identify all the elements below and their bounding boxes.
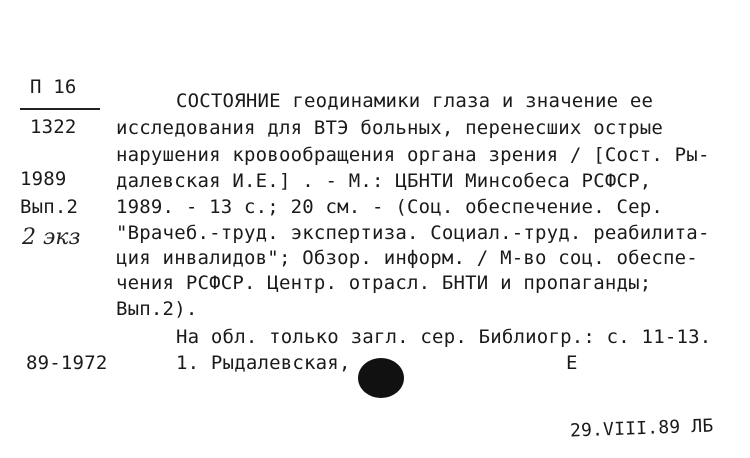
handwritten-copies-note: 2 экз: [22, 225, 81, 250]
trailing-letter: Е: [566, 352, 578, 374]
note-line: На обл. только загл. сер. Библиогр.: с. 11-13.: [176, 326, 712, 348]
entry-line-6: "Врачеб.-труд. экспертиза. Социал.-труд. реабилита-: [116, 222, 710, 244]
tracing-line: 1. Рыдалевская,: [176, 352, 351, 374]
call-number: П 16: [30, 76, 77, 98]
year-left: 1989: [20, 168, 67, 190]
entry-line-3: нарушения кровообращения органа зрения / [Сост. Ры-: [116, 144, 710, 166]
entry-line-8: чения РСФСР. Центр. отрасл. БНТИ и пропаганды;: [116, 272, 652, 294]
registration-number: 89-1972: [26, 352, 108, 374]
entry-line-4: далевская И.Е.] . - М.: ЦБНТИ Минсобеса РСФСР,: [116, 170, 652, 192]
entry-line-7: ция инвалидов"; Обзор. информ. / М-во соц. обеспе-: [116, 247, 698, 269]
entry-line-9: Вып.2).: [116, 298, 198, 320]
call-number-rule: [20, 108, 100, 110]
entry-line-1: СОСТОЯНИЕ гeодинамики глаза и значение ее: [176, 90, 654, 112]
entry-line-2: исследования для ВТЭ больных, перенесших острые: [116, 117, 664, 139]
stamp-date: 29.VIII.89 ЛБ: [569, 415, 714, 442]
issue-left: Вып.2: [20, 196, 79, 218]
ink-blot: [358, 358, 404, 398]
card-number: 1322: [30, 116, 77, 138]
entry-line-5: 1989. - 13 с.; 20 см. - (Соц. обеспечение. Сер.: [116, 196, 664, 218]
